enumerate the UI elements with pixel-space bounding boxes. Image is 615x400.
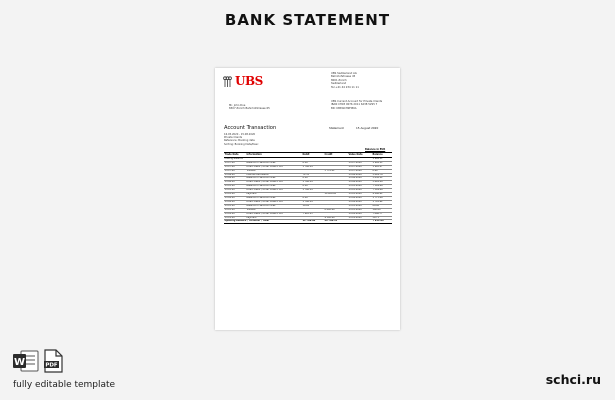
- cell-bal: 0.00: [372, 169, 392, 173]
- site-watermark[interactable]: schci.ru: [545, 372, 601, 387]
- bank-address-line: Tel +41 44 234 11 11: [331, 85, 359, 89]
- cell-info: Transfer: [246, 169, 302, 173]
- cell-debit: 1'786.14: [302, 189, 324, 193]
- ubs-keys-icon: [222, 76, 233, 88]
- cell-info: Direct Debit / Order Collect. Ltd: [246, 189, 302, 193]
- cell-bal: 1'992.27: [372, 165, 392, 169]
- column-header: Balance: [372, 153, 392, 158]
- bank-address-line: Bahnhofstrasse 45: [331, 75, 356, 79]
- cell-bal: 9'286.81: [372, 193, 392, 197]
- cell-vdate: 15.03.2020: [348, 204, 372, 208]
- bank-address-line: Switzerland: [331, 82, 347, 86]
- cell-bal: 1'773.46: [372, 196, 392, 200]
- cell-debit: 1'786.14: [302, 200, 324, 204]
- cell-debit: 71.35: [302, 173, 324, 177]
- meta-line: Sorting: Booking Date/Desc: [224, 142, 259, 146]
- totals-balance: 7'941.86: [372, 220, 392, 224]
- cell-date: 15.07.20: [224, 165, 246, 169]
- cell-date: 15.01.20: [224, 216, 246, 220]
- transactions-table: [224, 152, 392, 224]
- cell-info: Internal Calculation: [246, 173, 302, 177]
- cell-debit: 7'965.13: [302, 212, 324, 216]
- cell-date: 15.04.20: [224, 200, 246, 204]
- customer-line: 8307 Zürich Bahnhofstrasse 65: [229, 107, 270, 111]
- cell-date: 15.03.20: [224, 204, 246, 208]
- cell-date: 15.06.20: [224, 181, 246, 185]
- totals-label: Opening Balance / Turnover / Total: [224, 220, 302, 224]
- cell-bal: 3'858.12: [372, 177, 392, 181]
- cell-vdate: 15.05.2020: [348, 185, 372, 189]
- cell-vdate: 15.02.2020: [348, 212, 372, 216]
- transactions-body: [224, 157, 392, 220]
- bank-address-line: UBS Switzerland AG: [331, 72, 357, 75]
- statement-date: 15 August 2020: [356, 126, 379, 130]
- totals-spacer: [348, 220, 372, 224]
- customer-address: [229, 104, 270, 111]
- cell-vdate: 15.03.2020: [348, 208, 372, 212]
- cell-bal: 7'509.06: [372, 189, 392, 193]
- cell-info: Transfer: [246, 208, 302, 212]
- cell-debit: 8.16: [302, 161, 324, 165]
- cell-info: Direct Debit / Order Collect. Ltd: [246, 212, 302, 216]
- totals-credit: 26'788.15: [324, 220, 348, 224]
- cell-bal: 7'866.77: [372, 212, 392, 216]
- cell-vdate: 15.01.2020: [348, 216, 372, 220]
- cell-info: Balance of Service Prices: [246, 177, 302, 181]
- footer-caption: fully editable template: [13, 380, 116, 390]
- cell-vdate: 15.07.2020: [348, 161, 372, 165]
- totals-debit: 12'789.00: [302, 220, 324, 224]
- cell-vdate: 15.06.2020: [348, 177, 372, 181]
- cell-info: Payment: [246, 193, 302, 197]
- cell-debit: 8.16: [302, 177, 324, 181]
- cell-bal: 59.73: [372, 216, 392, 220]
- cell-info: Balance of Service Prices: [246, 161, 302, 165]
- cell-bal: 1'781.62: [372, 200, 392, 204]
- pdf-icon: [43, 349, 63, 373]
- cell-vdate: 15.06.2020: [348, 181, 372, 185]
- cell-date: 15.05.20: [224, 185, 246, 189]
- statement-title: Account Transaction: [224, 125, 277, 131]
- account-info: [331, 100, 382, 110]
- cell-info: Balance of Service Prices: [246, 204, 302, 208]
- cell-debit: 1'786.14: [302, 165, 324, 169]
- meta-line: Reference: Booking date: [224, 139, 255, 143]
- cell-credit: 9'500.00: [324, 216, 348, 220]
- customer-line: Mr. John Doe: [229, 104, 246, 107]
- account-info-line: UBS Current Account for Private Clients: [331, 100, 383, 103]
- account-info-line: IBAN CH93 0076 2011 6238 5295 7: [331, 103, 378, 107]
- cell-bal: 88.60: [372, 204, 392, 208]
- cell-info: Direct Debit / Order Collect. Ltd: [246, 165, 302, 169]
- cell-vdate: 15.04.2020: [348, 196, 372, 200]
- bank-address-line: 8001 Zürich: [331, 78, 347, 82]
- meta-line: 16.05.2020 - 15.08.2020: [224, 133, 256, 136]
- cell-bal: 1'984.11: [372, 157, 392, 161]
- page-heading: BANK STATEMENT: [224, 11, 391, 29]
- cell-info: Direct Debit / Order Collect. Ltd: [246, 181, 302, 185]
- cell-debit: 1'786.14: [302, 181, 324, 185]
- cell-date: 15.03.20: [224, 208, 246, 212]
- cell-vdate: 15.04.2020: [348, 200, 372, 204]
- cell-credit: 3'778.41: [324, 169, 348, 173]
- cell-date: 15.02.20: [224, 212, 246, 216]
- column-header: Information: [246, 153, 302, 158]
- cell-date: 15.04.20: [224, 196, 246, 200]
- cell-credit: 10'000.00: [324, 193, 348, 197]
- cell-vdate: 15.07.2020: [348, 169, 372, 173]
- cell-vdate: 15.05.2020: [348, 189, 372, 193]
- cell-debit: 10.62: [302, 204, 324, 208]
- cell-date: 15.06.20: [224, 173, 246, 177]
- cell-info: Direct Debit / Order Collect. Ltd: [246, 200, 302, 204]
- cell-date: 15.06.20: [224, 177, 246, 181]
- cell-info: Balance of Service Prices: [246, 185, 302, 189]
- ubs-logo-text: UBS: [235, 74, 263, 88]
- statement-meta: [224, 133, 258, 146]
- column-header: Trade Date: [224, 153, 246, 158]
- cell-bal: 5'644.26: [372, 181, 392, 185]
- cell-bal: 3'849.76: [372, 173, 392, 177]
- totals-row: [224, 220, 392, 224]
- cell-vdate: 15.07.2020: [348, 165, 372, 169]
- cell-info: Payment: [246, 216, 302, 220]
- balance-currency-label: Balance in EUR: [365, 148, 386, 151]
- cell-date: 15.05.20: [224, 193, 246, 197]
- bank-statement-document: [215, 68, 400, 330]
- column-header: Value Date: [348, 153, 372, 158]
- cell-credit: 8'800.00: [324, 208, 348, 212]
- cell-date: 15.07.20: [224, 161, 246, 165]
- cell-info: Balance of Service Prices: [246, 196, 302, 200]
- cell-date: Closing Balance: [224, 157, 246, 161]
- pdf-icon-label: PDF: [45, 362, 58, 369]
- cell-debit: 8.16: [302, 196, 324, 200]
- meta-line: Private Clients: [224, 136, 243, 140]
- word-icon-label: W: [13, 357, 26, 368]
- cell-vdate: 15.05.2020: [348, 193, 372, 197]
- cell-bal: 1'984.11: [372, 161, 392, 165]
- column-header: Credit: [324, 153, 348, 158]
- statement-label: Statement: [329, 126, 344, 130]
- cell-bal: 7'509.06: [372, 185, 392, 189]
- cell-vdate: 15.06.2020: [348, 173, 372, 177]
- account-info-line: BIC UBSWCHZH80A: [331, 106, 357, 110]
- cell-date: 15.05.20: [224, 189, 246, 193]
- word-icon: [13, 350, 39, 372]
- cell-date: 15.07.20: [224, 169, 246, 173]
- column-header: Debit: [302, 153, 324, 158]
- cell-debit: 8.16: [302, 185, 324, 189]
- cell-bal: 100.00: [372, 208, 392, 212]
- bank-address: [331, 72, 359, 89]
